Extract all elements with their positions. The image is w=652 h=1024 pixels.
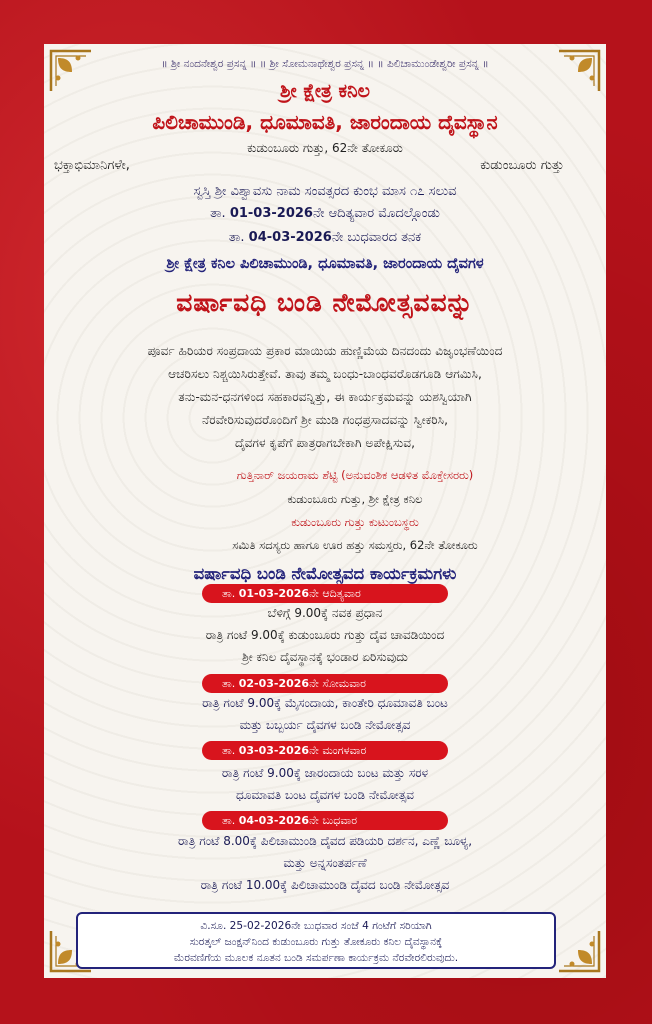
post-address: ಕುಡುಂಬೂರು ಗುತ್ತು, 62ನೇ ತೋಕೂರು xyxy=(247,141,403,155)
program-line: ಮತ್ತು ಅನ್ನಸಂತರ್ಪಣೆ xyxy=(283,856,367,870)
host-line: ಕುಡುಂಬೂರು ಗುತ್ತು ಕುಟುಂಬಸ್ಥರು xyxy=(291,515,419,529)
invitation-line: ತನು-ಮನ-ಧನಗಳಿಂದ ಸಹಕಾರವನ್ನಿತ್ತು, ಈ ಕಾರ್ಯಕ್ರಮವನ್ನು ಯಶಸ್ವಿಯಾಗಿ xyxy=(178,390,472,404)
program-line: ರಾತ್ರಿ ಗಂಟೆ 9.00ಕ್ಕೆ ಕುಡುಂಬೂರು ಗುತ್ತು ದೈವ ಚಾವಡಿಯಿಂದ xyxy=(205,628,445,642)
program-line: ಬೆಳಿಗ್ಗೆ 9.00ಕ್ಕೆ ನವಕ ಪ್ರಧಾನ xyxy=(267,606,383,620)
day-badge xyxy=(202,811,448,830)
start-date-line xyxy=(44,206,606,221)
day-prefix: ತಾ. xyxy=(222,677,239,690)
invitation-paragraph xyxy=(64,340,586,455)
notice-line: ವಿ.ಸೂ. 25-02-2026ನೇ ಬುಧವಾರ ಸಂಜೆ 4 ಗಂಟೆಗೆ ಸರಿಯಾಗಿ xyxy=(200,920,432,932)
start-date: 01-03-2026 xyxy=(229,206,313,221)
notice-line: ಮೆರವಣಿಗೆಯ ಮೂಲಕ ನೂತನ ಬಂಡಿ ಸಮರ್ಪಣಾ ಕಾರ್ಯಕ್ರಮ ನೆರವೇರಲಿರುವುದು. xyxy=(173,952,459,964)
day-date: 03-03-2026 xyxy=(238,744,310,757)
festival-title: ವರ್ಷಾವಧಿ ಬಂಡಿ ನೇಮೋತ್ಸವವನ್ನು xyxy=(176,288,474,317)
program-line: ಶ್ರೀ ಕನಿಲ ದೈವಸ್ಥಾನಕ್ಕೆ ಭಂಡಾರ ಏರಿಸುವುದು xyxy=(242,650,408,664)
end-date-suffix: ನೇ ಬುಧವಾರದ ತನಕ xyxy=(331,230,422,245)
end-date-line xyxy=(44,230,606,245)
program-line: ಮತ್ತು ಬಬ್ಬರ್ಯ ದೈವಗಳ ಬಂಡಿ ನೇಮೋತ್ಸವ xyxy=(239,718,411,732)
host-line: ಕುಡುಂಬೂರು ಗುತ್ತು, ಶ್ರೀ ಕ್ಷೇತ್ರ ಕನಿಲ xyxy=(287,492,423,506)
invitation-line: ನೆರವೇರಿಸುವುದರೊಂದಿಗೆ ಶ್ರೀ ಮುಡಿ ಗಂಧಪ್ರಸಾದವನ್ನು ಸ್ವೀಕರಿಸಿ, xyxy=(202,413,448,427)
program-line: ಧೂಮಾವತಿ ಬಂಟ ದೈವಗಳ ಬಂಡಿ ನೇಮೋತ್ಸವ xyxy=(236,788,414,802)
notice-box xyxy=(76,912,556,969)
salutation: ಭಕ್ತಾಭಿಮಾನಿಗಳೇ, xyxy=(54,158,130,173)
program-line: ರಾತ್ರಿ ಗಂಟೆ 8.00ಕ್ಕೆ ಪಿಲಿಚಾಮುಂಡಿ ದೈವದ ಪಡಿಯರಿ ದರ್ಶನ, ಎಣ್ಣೆ ಬೂಳ್ಯ, xyxy=(177,834,473,848)
day-badge xyxy=(202,674,448,693)
corner-ornament-icon xyxy=(556,928,602,974)
end-date: 04-03-2026 xyxy=(248,230,332,245)
start-date-prefix: ತಾ. xyxy=(210,206,230,221)
day-date: 02-03-2026 xyxy=(238,677,310,690)
day-prefix: ತಾ. xyxy=(222,587,239,600)
day-suffix: ನೇ ಸೋಮವಾರ xyxy=(309,677,367,690)
day-date: 04-03-2026 xyxy=(238,814,310,827)
notice-line: ಸುರತ್ಕಲ್ ಜಂಕ್ಷನ್‌ನಿಂದ ಕುಡುಂಬೂರು ಗುತ್ತು ತೋಕೂರು ಕನಿಲ ದೈವಸ್ಥಾನಕ್ಕೆ xyxy=(189,936,443,948)
deities-line: ಶ್ರೀ ಕ್ಷೇತ್ರ ಕನಿಲ ಪಿಲಿಚಾಮುಂಡಿ, ಧೂಮಾವತಿ, ಜಾರಂದಾಯ ದೈವಗಳ xyxy=(166,256,484,272)
svasti-line: ಸ್ವಸ್ತಿ ಶ್ರೀ ವಿಶ್ವಾವಸು ನಾಮ ಸಂವತ್ಸರದ ಕುಂಭ ಮಾಸ ೧೭ ಸಲುವ xyxy=(193,184,457,199)
day-suffix: ನೇ ಆದಿತ್ಯವಾರ xyxy=(309,587,361,600)
day-suffix: ನೇ ಮಂಗಳವಾರ xyxy=(309,744,367,757)
salutation-place: ಕುಡುಂಬೂರು ಗುತ್ತು xyxy=(480,158,564,173)
invitation-card xyxy=(44,44,606,978)
day-badge xyxy=(202,584,448,603)
program-line: ರಾತ್ರಿ ಗಂಟೆ 9.00ಕ್ಕೆ ಜಾರಂದಾಯ ಬಂಟ ಮತ್ತು ಸರಳ xyxy=(221,766,429,780)
day-prefix: ತಾ. xyxy=(222,814,239,827)
daivasthana-title: ಪಿಲಿಚಾಮುಂಡಿ, ಧೂಮಾವತಿ, ಜಾರಂದಾಯ ದೈವಸ್ಥಾನ xyxy=(152,110,498,134)
invitation-line: ದೈವಗಳ ಕೃಪೆಗೆ ಪಾತ್ರರಾಗಬೇಕಾಗಿ ಅಪೇಕ್ಷಿಸುವ, xyxy=(234,436,416,450)
end-date-prefix: ತಾ. xyxy=(228,230,249,245)
day-date: 01-03-2026 xyxy=(238,587,310,600)
host-line: ಸಮಿತಿ ಸದಸ್ಯರು ಹಾಗೂ ಊರ ಹತ್ತು ಸಮಸ್ತರು, 62ನೇ ತೋಕೂರು xyxy=(232,538,478,552)
kshetra-title: ಶ್ರೀ ಕ್ಷೇತ್ರ ಕನಿಲ xyxy=(280,80,370,102)
day-prefix: ತಾ. xyxy=(222,744,239,757)
start-date-suffix: ನೇ ಆದಿತ್ಯವಾರ ಮೊದಲ್ಗೊಂಡು xyxy=(312,206,440,221)
program-line: ರಾತ್ರಿ ಗಂಟೆ 9.00ಕ್ಕೆ ಮೈಸಂದಾಯ, ಕಾಂತೇರಿ ಧೂಮಾವತಿ ಬಂಟ xyxy=(202,696,448,710)
day-badge xyxy=(202,741,448,760)
invitation-line: ಪೂರ್ವ ಹಿರಿಯರ ಸಂಪ್ರದಾಯ ಪ್ರಕಾರ ಮಾಯಿಯ ಹುಣ್ಣಿಮೆಯ ದಿನದಂದು ವಿಜೃಂಭಣೆಯಿಂದ xyxy=(147,344,503,358)
day-suffix: ನೇ ಬುಧವಾರ xyxy=(309,814,358,827)
host-line: ಗುತ್ತಿನಾರ್ ಜಯರಾಮ ಶೆಟ್ಟಿ (ಅನುವಂಶಿಕ ಆಡಳಿತ ಮೊಕ್ತೇಸರರು) xyxy=(236,468,474,482)
programs-title: ವರ್ಷಾವಧಿ ಬಂಡಿ ನೇಮೋತ್ಸವದ ಕಾರ್ಯಕ್ರಮಗಳು xyxy=(193,564,457,583)
program-line: ರಾತ್ರಿ ಗಂಟೆ 10.00ಕ್ಕೆ ಪಿಲಿಚಾಮುಂಡಿ ದೈವದ ಬಂಡಿ ನೇಮೋತ್ಸವ xyxy=(200,878,450,892)
invitation-line: ಆಚರಿಸಲು ನಿಶ್ಚಯಿಸಿರುತ್ತೇವೆ. ತಾವು ತಮ್ಮ ಬಂಧು-ಬಾಂಧವರೊಡಗೂಡಿ ಆಗಮಿಸಿ, xyxy=(168,367,482,381)
blessing-line: ॥ ಶ್ರೀ ನಂದನೇಶ್ವರ ಪ್ರಸನ್ನ ॥ ॥ ಶ್ರೀ ಸೋಮನಾಥೇಶ್ವರ ಪ್ರಸನ್ನ ॥ ॥ ಪಿಲಿಚಾಮುಂಡೇಶ್ವರೀ ಪ್ರಸನ್ನ ॥ xyxy=(161,58,489,70)
